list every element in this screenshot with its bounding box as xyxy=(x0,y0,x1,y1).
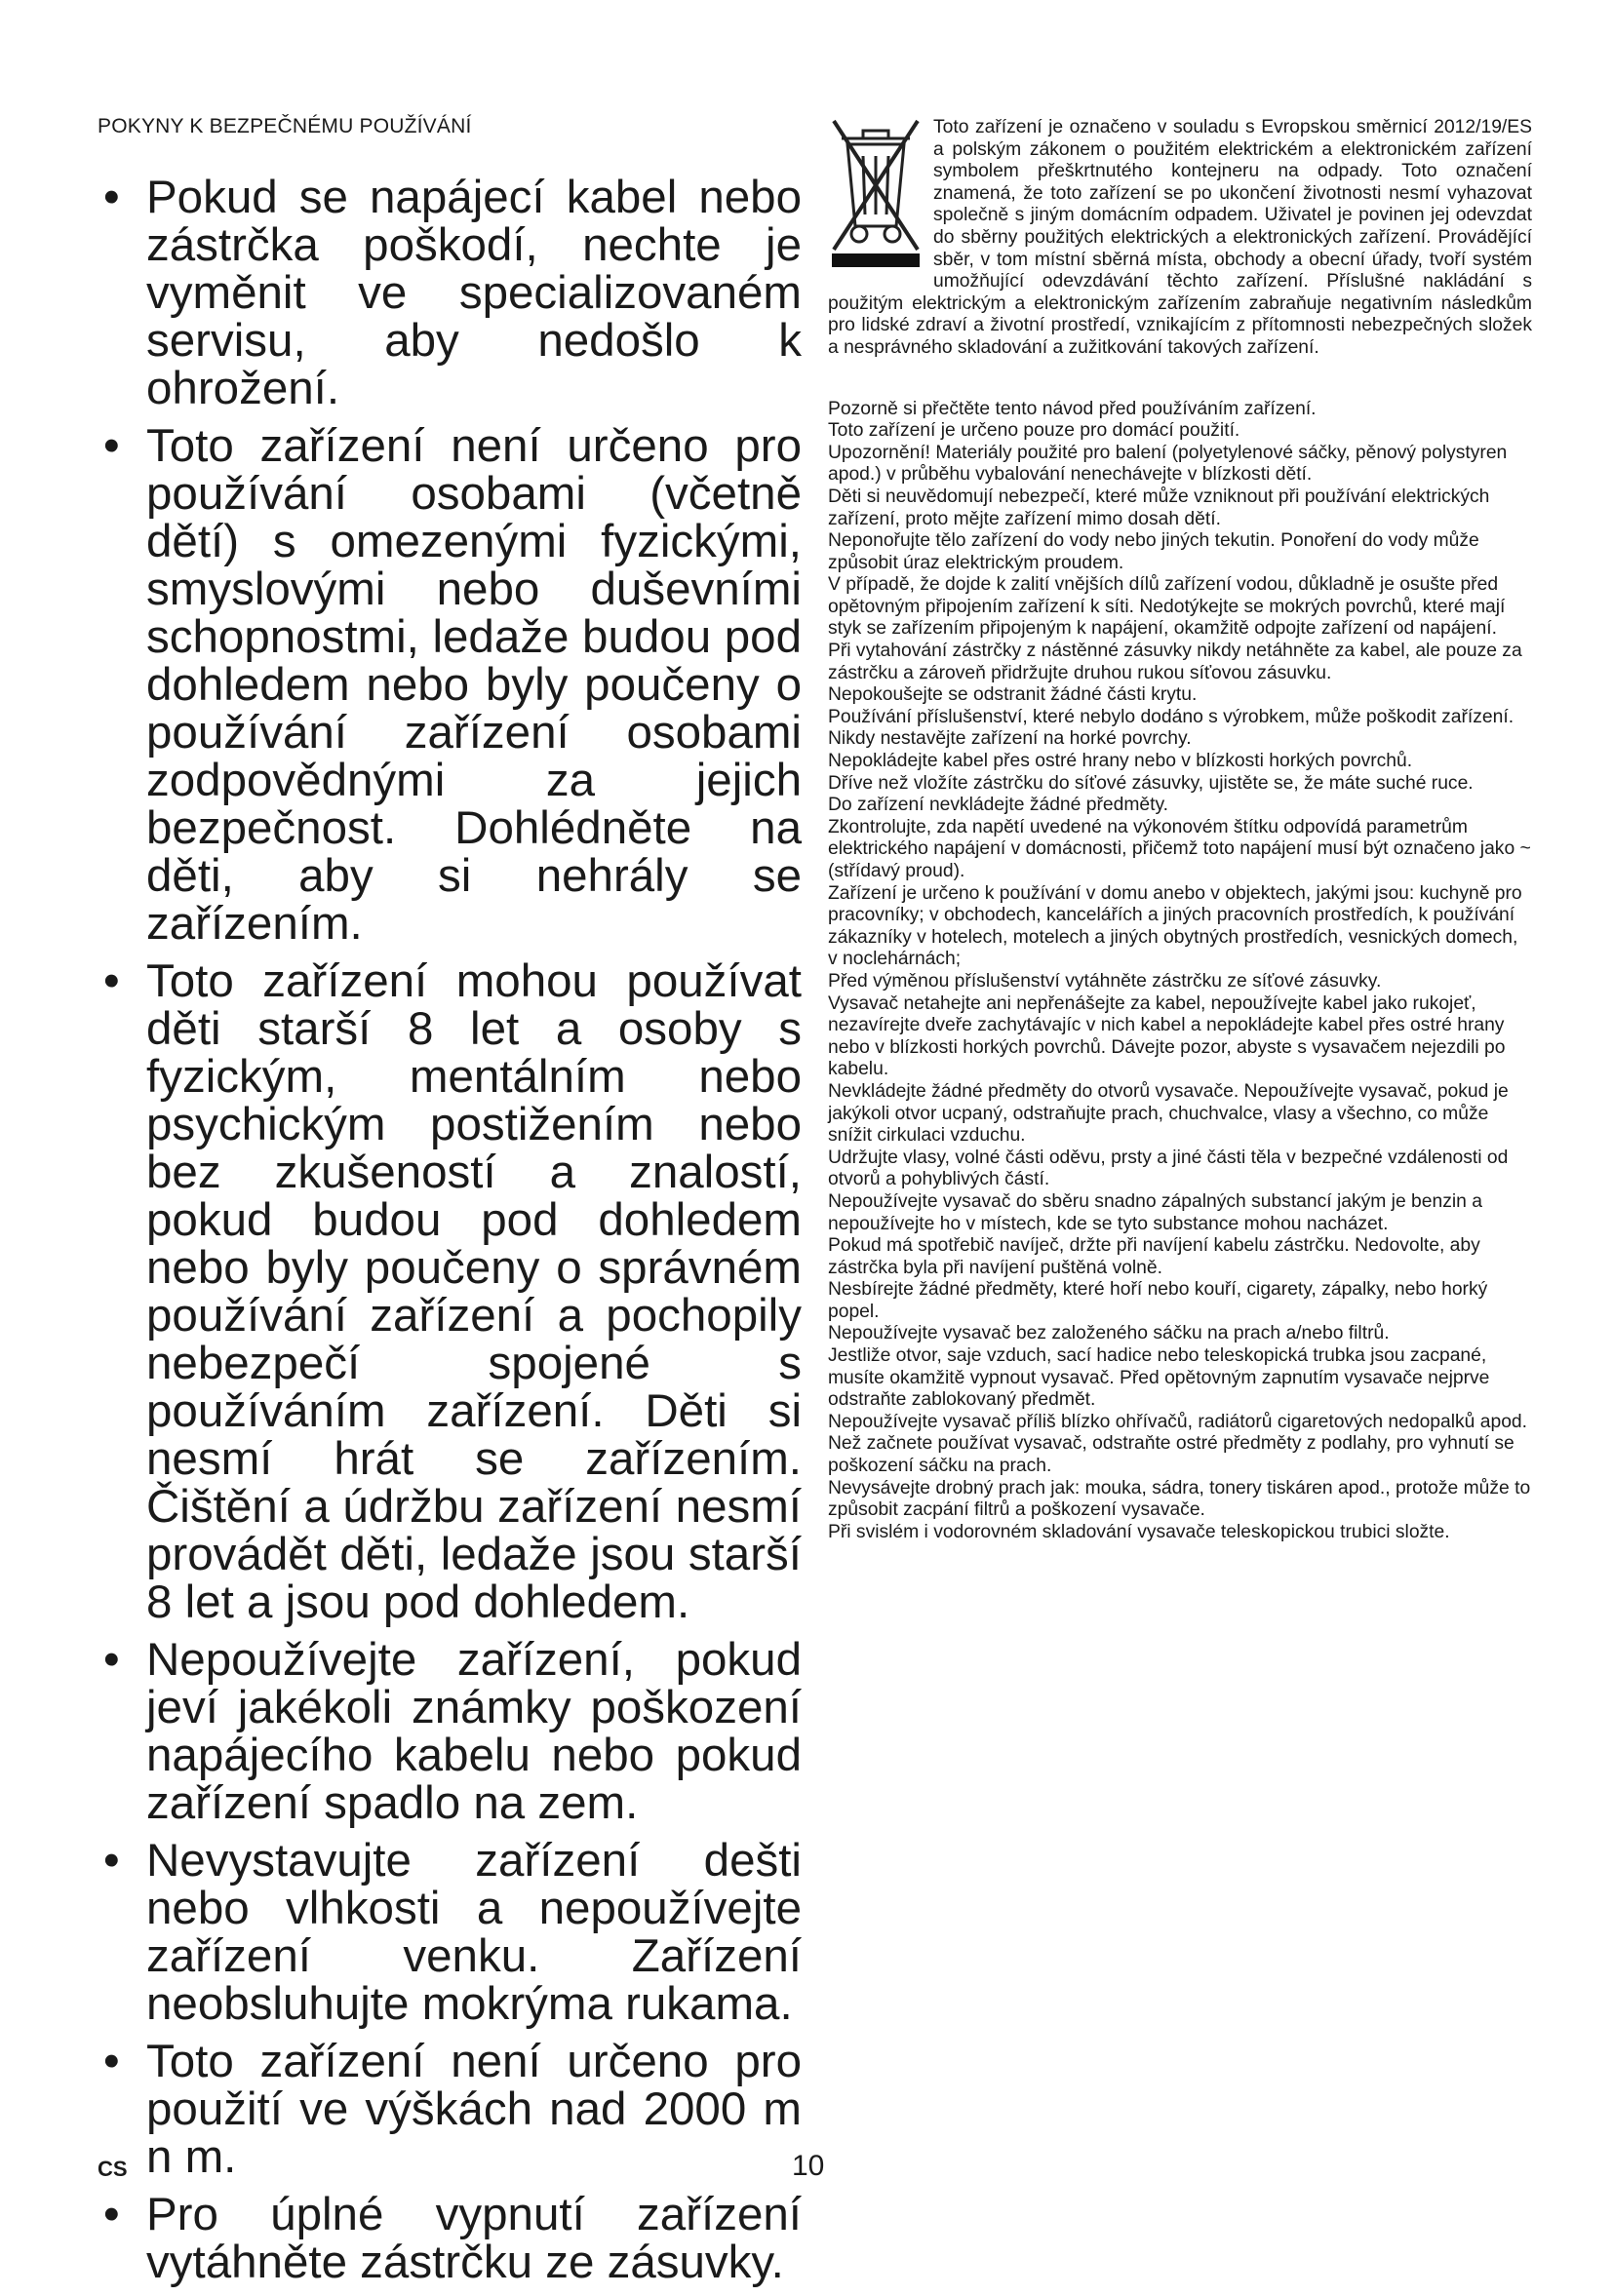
instruction: Používání příslušenství, které nebylo dodáno s výrobkem, může poškodit zařízení. xyxy=(828,706,1515,727)
instruction: Nevkládejte žádné předměty do otvorů vysavače. Nepoužívejte vysavač, pokud je jakýkoli otvor ucpaný, odstraňujte prach, chuchvalce, vlasy a všechno, co může snížit cirkulaci vzduchu. xyxy=(828,1080,1509,1147)
instruction: Nepokládejte kabel přes ostré hrany nebo v blízkosti horkých povrchů. xyxy=(828,751,1413,772)
instruction: Zkontrolujte, zda napětí uvedené na výkonovém štítku odpovídá parametrům elektrického napájení v domácnosti, přičemž toto napájení musí být označeno jako ~ (střídavý proud). xyxy=(828,816,1531,881)
instruction: Vysavač netahejte ani nepřenášejte za kabel, nepoužívejte kabel jako rukojeť, nezavírejte dveře zachytávajíc v nich kabel a nepokládejte kabel přes ostré hrany nebo v blízkosti horkých povrchů. Dávejte pozor, abyste s vysavačem nejezdili po kabelu. xyxy=(828,992,1506,1080)
list-item: • Pokud se napájecí kabel nebo zástrčka poškodí, nechte je vyměnit ve specializovaném servisu, aby nedošlo k ohrožení. xyxy=(98,174,802,412)
instruction: Pozorně si přečtěte tento návod před používáním zařízení. xyxy=(828,398,1317,419)
instruction: Neponořujte tělo zařízení do vody nebo jiných tekutin. Ponoření do vody může způsobit úraz elektrickým proudem. xyxy=(828,530,1479,573)
instruction: V případě, že dojde k zalití vnějších dílů zařízení vodou, důkladně je osušte před opětovným připojením zařízení k síti. Nedotýkejte se mokrých povrchů, které mají styk se zařízením připojeným k napájení, okamžitě odpojte zařízení od napájení. xyxy=(828,574,1506,640)
language-code: CS xyxy=(98,2157,128,2181)
instruction: Nevysávejte drobný prach jak: mouka, sádra, tonery tiskáren apod., protože může to způsobit zacpání filtrů a poškození vysavače. xyxy=(828,1477,1531,1521)
list-item: • Pro úplné vypnutí zařízení vytáhněte zástrčku ze zásuvky. xyxy=(98,2191,802,2286)
instruction: Nepoužívejte vysavač do sběru snadno zápalných substancí jakým je benzin a nepoužívejte ho v místech, kde se tyto substance mohou nacházet. xyxy=(828,1190,1482,1234)
instruction: Nepokoušejte se odstranit žádné části krytu. xyxy=(828,684,1198,706)
list-item: • Toto zařízení není určeno pro používání osobami (včetně dětí) s omezenými fyzickými, smyslovými nebo duševními schopnostmi, ledaže budou pod dohledem nebo byly poučeny o používání zařízení osobami zodpovědnými za jejich bezpečnost. Dohlédněte na děti, aby si nehrály se zařízením. xyxy=(98,422,802,948)
instruction: Před výměnou příslušenství vytáhněte zástrčku ze síťové zásuvky. xyxy=(828,970,1382,992)
instruction: Nikdy nestavějte zařízení na horké povrchy. xyxy=(828,728,1192,750)
page-title: POKYNY K BEZPEČNÉMU POUŽÍVÁNÍ xyxy=(98,115,472,137)
instruction: Dříve než vložíte zástrčku do síťové zásuvky, ujistěte se, že máte suché ruce. xyxy=(828,772,1474,794)
left-column xyxy=(98,174,802,2296)
instruction: Do zařízení nevkládejte žádné předměty. xyxy=(828,795,1169,816)
weee-notice: Toto zařízení je označeno v souladu s Evropskou směrnicí 2012/19/ES a polským zákonem o použitém elektrickém a elektronickém zařízení symbolem přeškrtnutého kontejneru na odpady. Toto označení znamená, že toto zařízení se po ukončení životnosti nesmí vyhazovat společně s jiným domácním odpadem. Uživatel je povinen jej odevzdat do sběrny použitých elektrických a elektronických zařízení. Provádějící sběr, v tom místní sběrná místa, obchody a obecní úřady, tvoří systém umožňující odevzdávání těchto zařízení. Příslušné nakládání s použitým elektrickým a elektronickým zařízením zabraňuje negativním následkům pro lidské zdraví a životní prostředí, vznikajícím z přítomnosti nebezpečných složek a nesprávného skladování a zužitkování takových zařízení. xyxy=(828,117,1532,358)
page-number: 10 xyxy=(792,2150,825,2182)
list-item: • Toto zařízení mohou používat děti starší 8 let a osoby s fyzickým, mentálním nebo psychickým postižením nebo bez zkušeností a znalostí, pokud budou pod dohledem nebo byly poučeny o správném používání zařízení a pochopily nebezpečí spojené s používáním zařízení. Děti si nesmí hrát se zařízením. Čištění a údržbu zařízení nesmí provádět děti, ledaže jsou starší 8 let a jsou pod dohledem. xyxy=(98,957,802,1626)
instruction: Při vytahování zástrčky z nástěnné zásuvky nikdy netáhněte za kabel, ale pouze za zástrčku a zároveň přidržujte druhou rukou síťovou zásuvku. xyxy=(828,641,1522,683)
safety-instructions xyxy=(828,399,1532,1544)
instruction: Než začnete používat vysavač, odstraňte ostré předměty z podlahy, pro vyhnutí se poškození sáčku na prach. xyxy=(828,1433,1515,1477)
instruction: Nesbírejte žádné předměty, které hoří nebo kouří, cigarety, zápalky, nebo horký popel. xyxy=(828,1279,1488,1322)
instruction: Při svislém i vodorovném skladování vysavače teleskopickou trubici složte. xyxy=(828,1521,1450,1542)
instruction: Zařízení je určeno k používání v domu anebo v objektech, jakými jsou: kuchyně pro pracovníky; v obchodech, kancelářích a jiných pracovních prostředích, k používání zákazníky v hotelech, motelech a jiných obytných prostředích, vesnických domech, v noclehárnách; xyxy=(828,882,1522,970)
right-column xyxy=(828,117,1532,1543)
crossed-out-wheelie-bin-icon xyxy=(828,117,924,271)
instruction: Udržujte vlasy, volné části oděvu, prsty a jiné části těla v bezpečné vzdálenosti od otvorů a pohyblivých částí. xyxy=(828,1147,1509,1190)
instruction: Nepoužívejte vysavač příliš blízko ohřívačů, radiátorů cigaretových nedopalků apod. xyxy=(828,1411,1528,1432)
instruction: Pokud má spotřebič navíječ, držte při navíjení kabelu zástrčku. Nedovolte, aby zástrčka byla při navíjení puštěná volně. xyxy=(828,1235,1480,1278)
instruction: Toto zařízení je určeno pouze pro domácí použití. xyxy=(828,420,1240,442)
list-item: • Nevystavujte zařízení dešti nebo vlhkosti a nepoužívejte zařízení venku. Zařízení neobsluhujte mokrýma rukama. xyxy=(98,1837,802,2028)
instruction: Nepoužívejte vysavač bez založeného sáčku na prach a/nebo filtrů. xyxy=(828,1323,1390,1344)
list-item: • Toto zařízení není určeno pro použití ve výškách nad 2000 m n m. xyxy=(98,2038,802,2181)
list-item: • Nepoužívejte zařízení, pokud jeví jakékoli známky poškození napájecího kabelu nebo pokud zařízení spadlo na zem. xyxy=(98,1636,802,1827)
instruction: Upozornění! Materiály použité pro balení (polyetylenové sáčky, pěnový polystyren apod.) v průběhu vybalování nenechávejte v blízkosti dětí. xyxy=(828,442,1508,486)
instruction: Děti si neuvědomují nebezpečí, které může vzniknout při používání elektrických zařízení, proto mějte zařízení mimo dosah dětí. xyxy=(828,486,1490,529)
safety-list xyxy=(98,174,802,2286)
instruction: Jestliže otvor, saje vzduch, sací hadice nebo teleskopická trubka jsou zacpané, musíte okamžitě vypnout vysavač. Před opětovným zapnutím vysavače nejprve odstraňte zablokovaný předmět. xyxy=(828,1345,1490,1411)
